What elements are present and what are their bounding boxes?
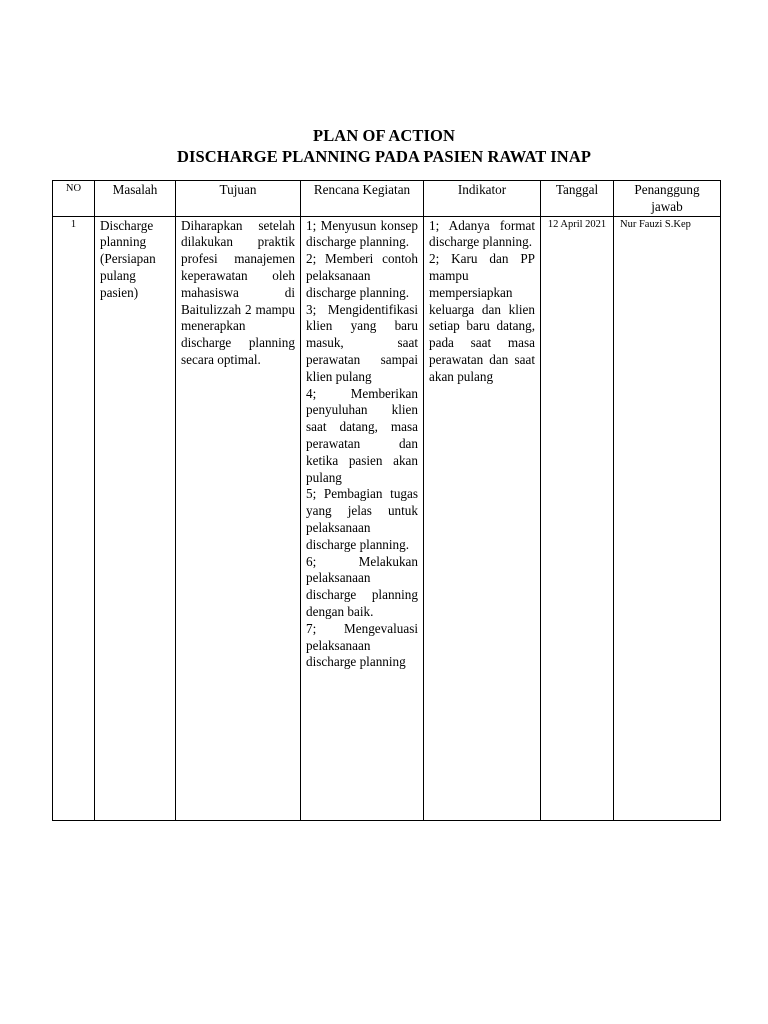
cell-no: 1 [53, 216, 95, 820]
indikator-item: 1; Adanya format discharge planning. [429, 217, 535, 250]
plan-of-action-table [52, 180, 721, 821]
cell-masalah: Discharge planning (Persiapan pulang pasien) [95, 216, 176, 820]
document-subtitle: DISCHARGE PLANNING PADA PASIEN RAWAT INAP [176, 147, 592, 166]
rencana-item: 6; Melakukan pelaksanaan discharge planning dengan baik. [306, 553, 418, 619]
header-indikator: Indikator [424, 181, 541, 217]
rencana-item: 3; Mengidentifikasi klien yang baru masuk, saat perawatan sampai klien pulang [306, 301, 418, 384]
header-no: NO [53, 181, 95, 217]
document-title: PLAN OF ACTION [313, 126, 455, 145]
header-masalah: Masalah [95, 181, 176, 217]
header-rencana-kegiatan: Rencana Kegiatan [301, 181, 424, 217]
cell-rencana-kegiatan [301, 216, 424, 820]
cell-indikator [424, 216, 541, 820]
cell-tujuan: Diharapkan setelah dilakukan praktik profesi manajemen keperawatan oleh mahasiswa di Baitulizzah 2 mampu menerapkan discharge planning secara optimal. [176, 216, 301, 820]
table-header-row [53, 181, 721, 217]
header-tujuan: Tujuan [176, 181, 301, 217]
rencana-item: 5; Pembagian tugas yang jelas untuk pelaksanaan discharge planning. [306, 486, 418, 552]
rencana-item: 2; Memberi contoh pelaksanaan discharge planning. [306, 251, 418, 300]
cell-penanggung-jawab: Nur Fauzi S.Kep [614, 216, 721, 820]
rencana-item: 4; Memberikan penyuluhan klien saat datang, masa perawatan dan ketika pasien akan pulang [306, 385, 418, 485]
indikator-item: 2; Karu dan PP mampu mempersiapkan keluarga dan klien setiap baru datang, pada saat masa perawatan dan saat akan pulang [429, 251, 535, 384]
header-tanggal: Tanggal [541, 181, 614, 217]
cell-tanggal: 12 April 2021 [541, 216, 614, 820]
rencana-item: 1; Menyusun konsep discharge planning. [306, 217, 418, 250]
table-row [53, 216, 721, 820]
rencana-item: 7; Mengevaluasi pelaksanaan discharge planning [306, 620, 418, 670]
header-penanggung-jawab: Penanggung jawab [614, 181, 721, 217]
